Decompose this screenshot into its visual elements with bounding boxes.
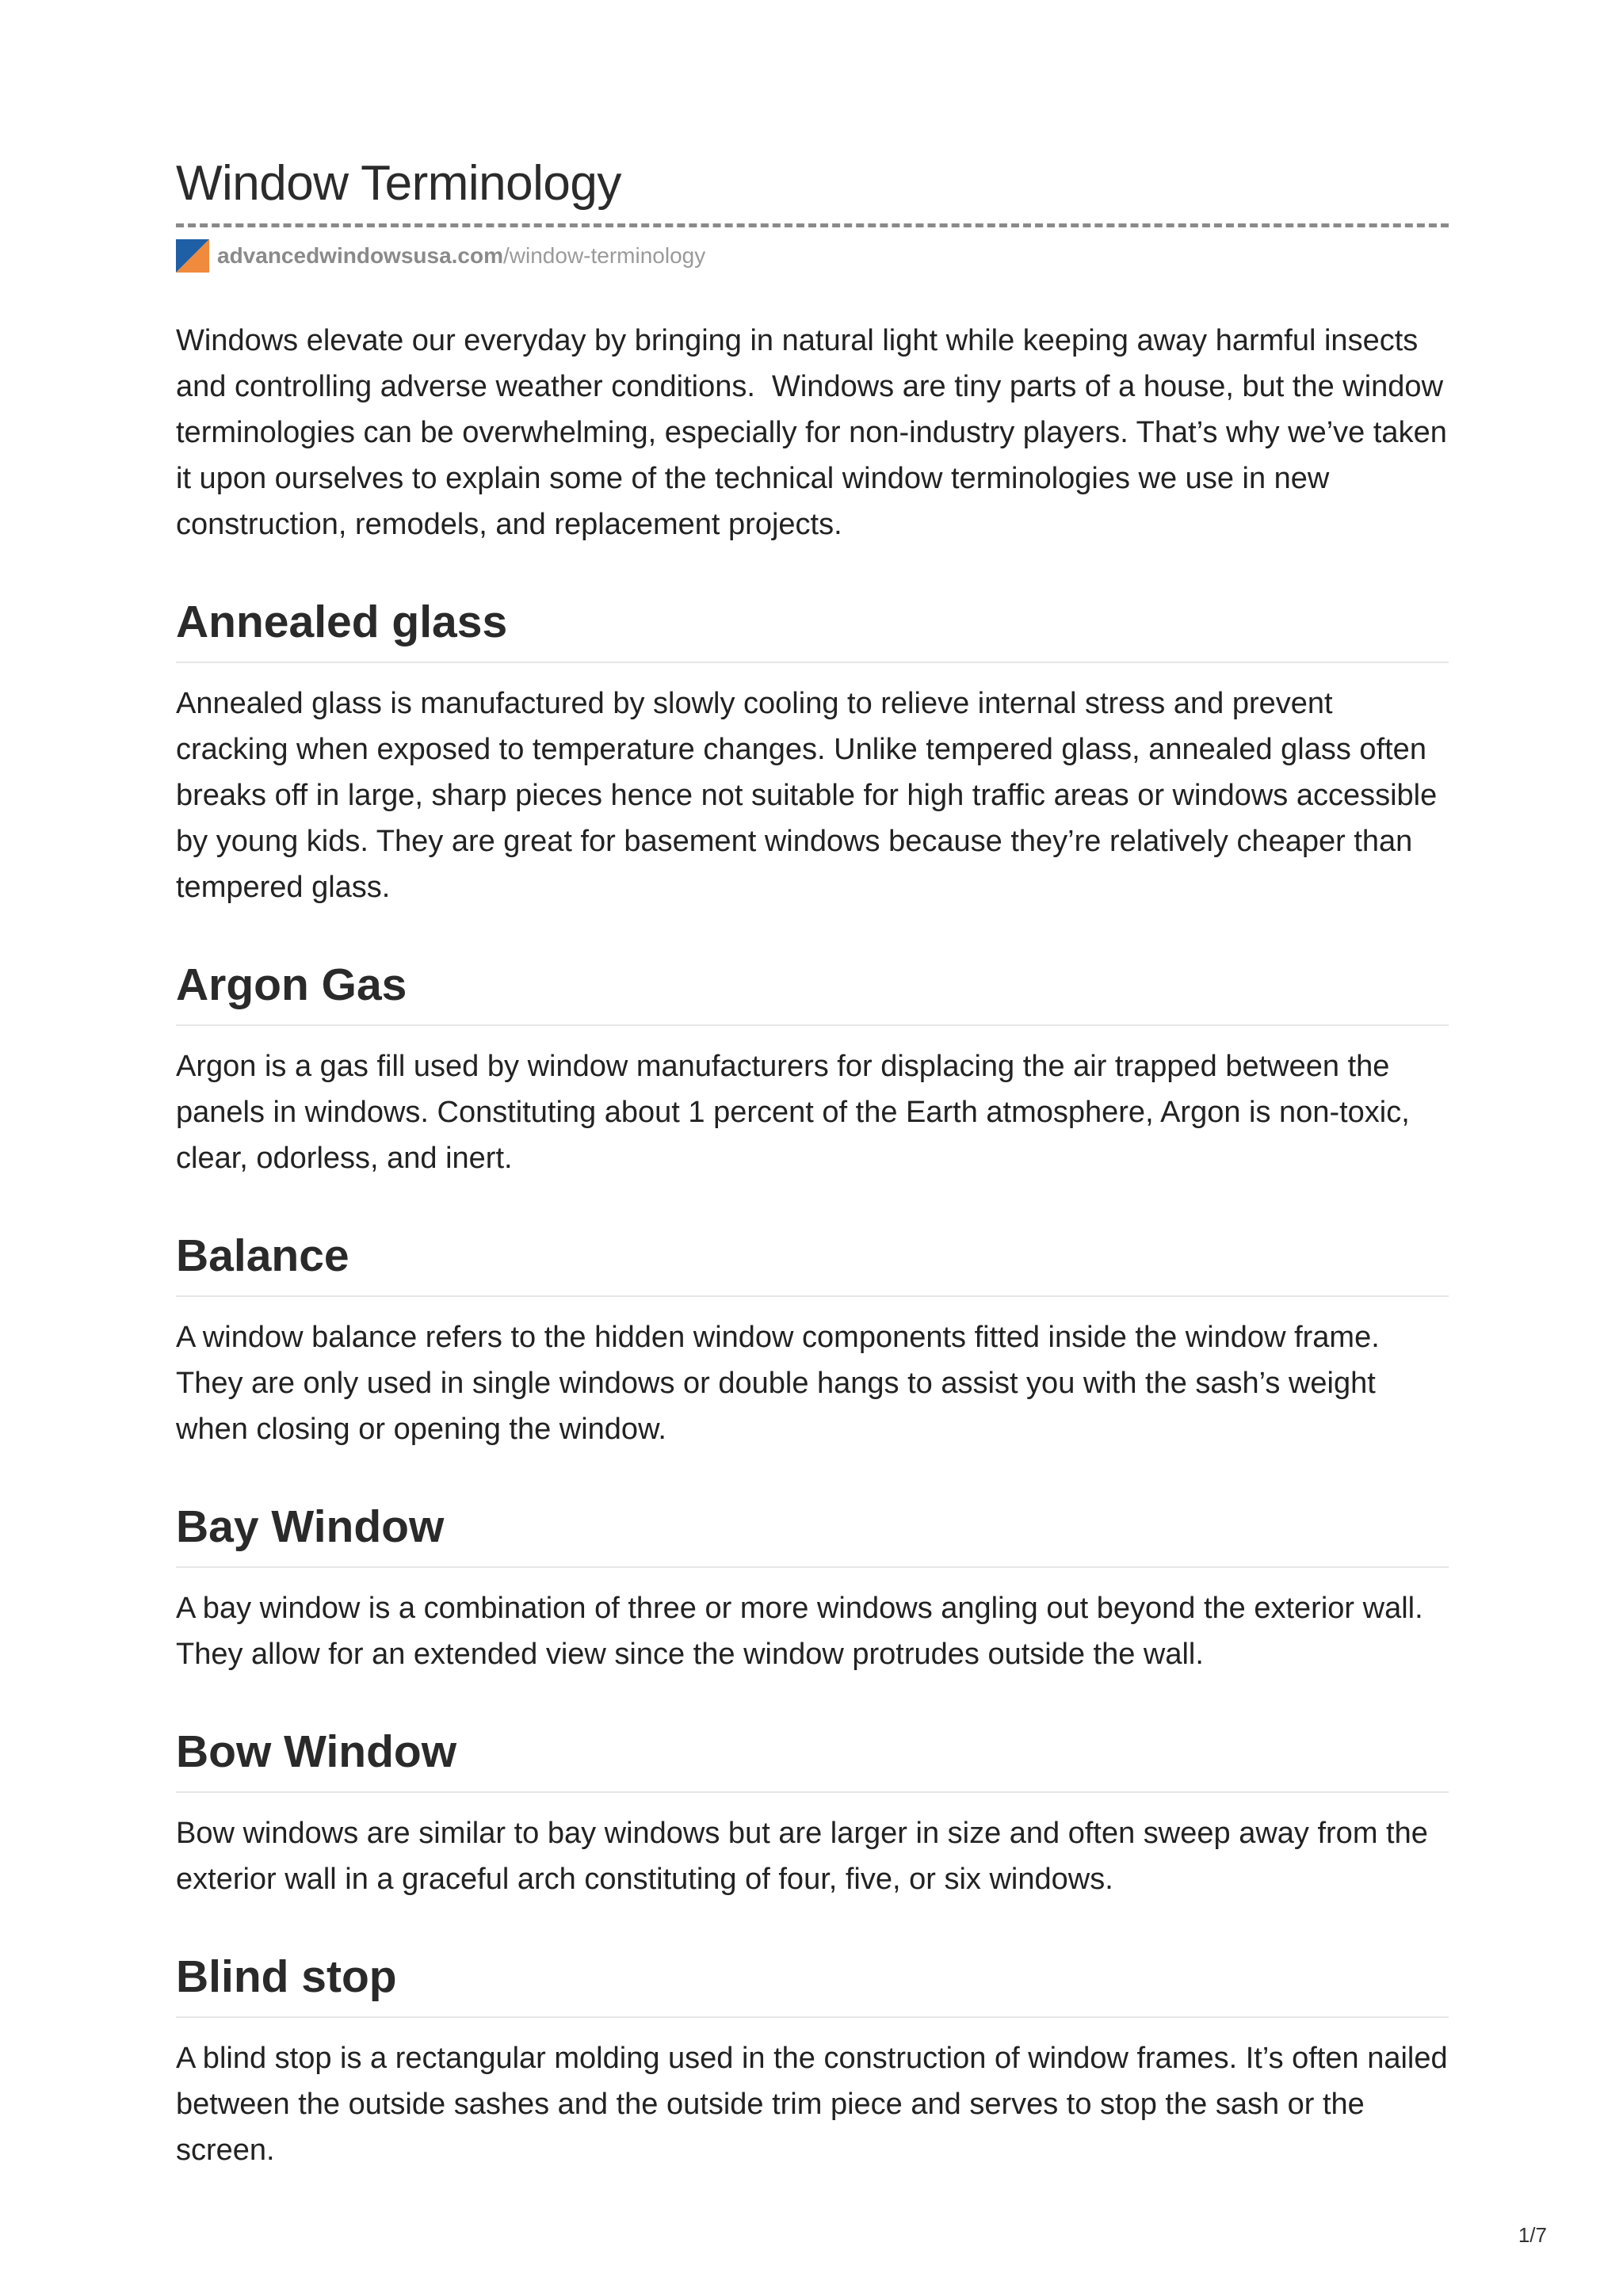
document-page xyxy=(176,151,1456,2173)
section-body: Argon is a gas fill used by window manufacturers for displacing the air trapped between the panels in windows. Constituting about 1 percent of the Earth atmosphere, Argon is non-toxic, clear, odorless, and inert. xyxy=(176,1050,1410,1175)
source-path: /window-terminology xyxy=(503,243,706,268)
section-heading: Argon Gas xyxy=(176,958,1449,1026)
page-number: 1/7 xyxy=(1518,2223,1547,2247)
title-divider xyxy=(176,223,1449,227)
source-domain: advancedwindowsusa.com xyxy=(217,243,503,268)
intro-paragraph: Windows elevate our everyday by bringing in natural light while keeping away harmful insects and controlling adverse weather conditions. Windows are tiny parts of a house, but the window terminologies can be overwhelming, especially for non-industry players. That’s why we’ve taken it upon ourselves to explain some of the technical window terminologies we use in new construction, remodels, and replacement projects. xyxy=(176,324,1456,541)
section-heading: Bay Window xyxy=(176,1500,1449,1568)
source-line xyxy=(176,237,1449,275)
section-body: A blind stop is a rectangular molding used in the construction of window frames. It’s often nailed between the outside sashes and the outside trim piece and serves to stop the sash or the screen. xyxy=(176,2042,1448,2167)
page-title: Window Terminology xyxy=(176,156,621,211)
section-blind-stop xyxy=(176,1950,1449,2173)
section-bow-window xyxy=(176,1725,1449,1902)
section-heading: Bow Window xyxy=(176,1725,1449,1793)
section-body: A window balance refers to the hidden window components fitted inside the window frame. They are only used in single windows or double hangs to assist you with the sash’s weight when closing or opening the window. xyxy=(176,1321,1380,1446)
section-body: Annealed glass is manufactured by slowly cooling to relieve internal stress and prevent cracking when exposed to temperature changes. Unlike tempered glass, annealed glass often breaks off in large, sharp pieces hence not suitable for high traffic areas or windows accessible by young kids. They are great for basement windows because they’re relatively cheaper than tempered glass. xyxy=(176,687,1438,904)
section-body: Bow windows are similar to bay windows but are larger in size and often sweep away from the exterior wall in a graceful arch constituting of four, five, or six windows. xyxy=(176,1817,1428,1896)
site-logo-icon xyxy=(176,239,209,273)
section-heading: Balance xyxy=(176,1229,1449,1297)
section-heading: Annealed glass xyxy=(176,595,1449,663)
section-balance xyxy=(176,1229,1449,1452)
section-argon-gas xyxy=(176,958,1449,1181)
section-body: A bay window is a combination of three or more windows angling out beyond the exterior wall. They allow for an extended view since the window protrudes outside the wall. xyxy=(176,1592,1423,1671)
section-bay-window xyxy=(176,1500,1449,1677)
section-heading: Blind stop xyxy=(176,1950,1449,2018)
source-url-link[interactable] xyxy=(217,243,705,269)
section-annealed-glass xyxy=(176,595,1449,910)
